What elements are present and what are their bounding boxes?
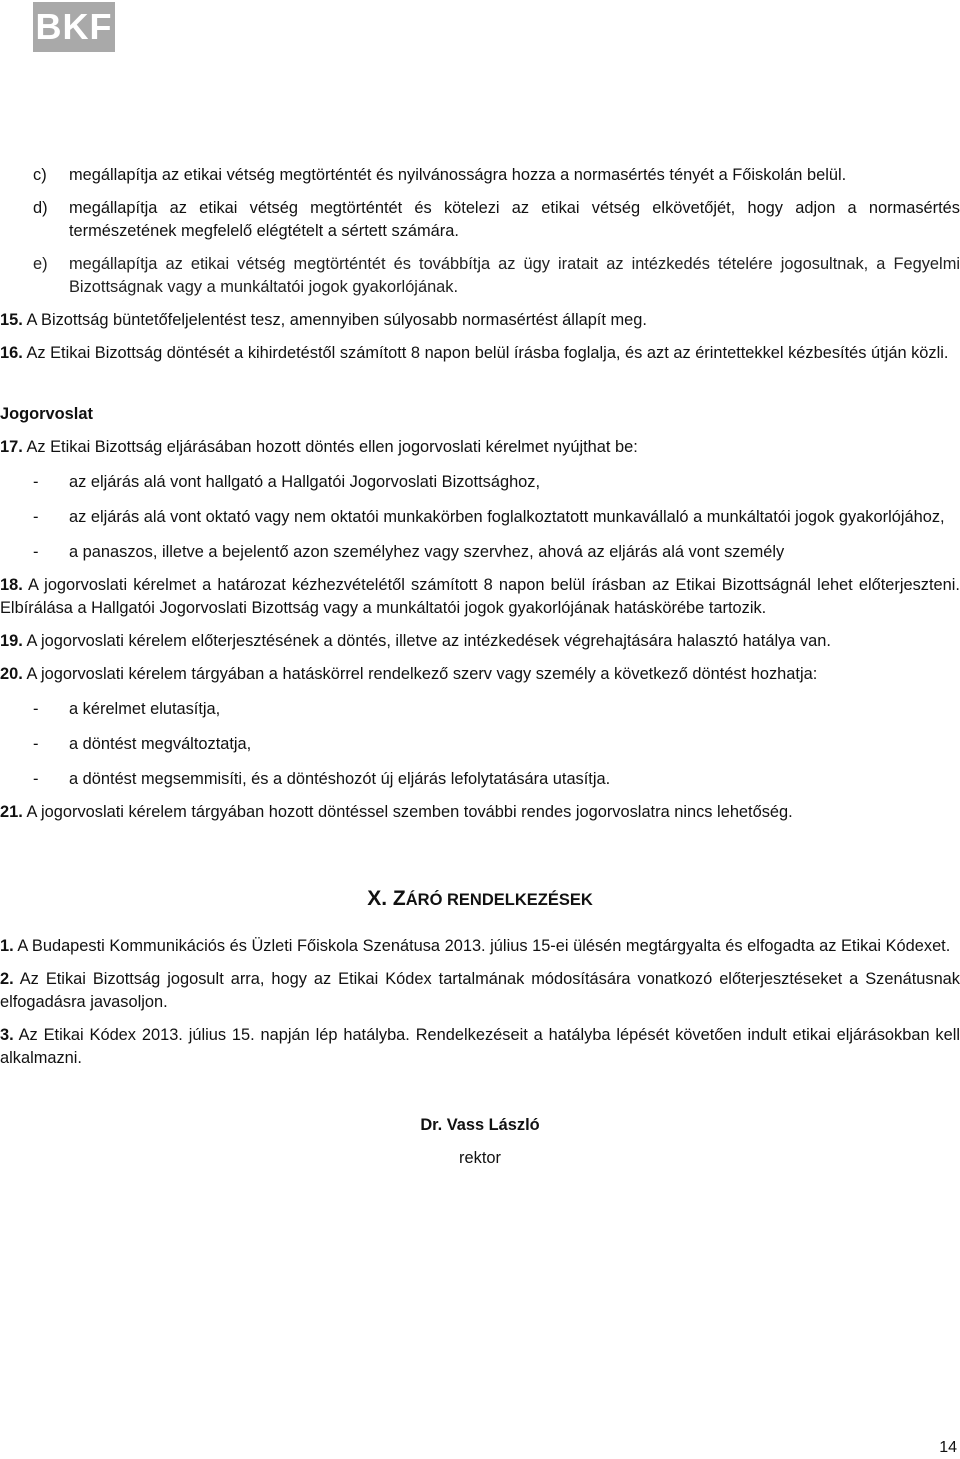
list-marker: c) [33, 166, 47, 184]
signatory-title: rektor [459, 1149, 501, 1167]
paragraph-number: 19. [0, 632, 23, 650]
list-marker: d) [33, 199, 48, 217]
document-body [0, 164, 960, 1170]
paragraph-text: Az Etikai Bizottság jogosult arra, hogy az Etikai Kódex tartalmának módosítására vonatkozó előterjesztéseket a Szenátusnak elfogadásra javasoljon. [0, 970, 960, 1011]
paragraph-text: A jogorvoslati kérelem tárgyában a hatáskörrel rendelkező szerv vagy személy a következő döntést hozhatja: [22, 665, 818, 683]
paragraph-20 [0, 663, 960, 686]
closing-paragraph-3 [0, 1024, 960, 1070]
paragraph-19 [0, 630, 960, 653]
dash-marker: - [33, 508, 39, 526]
list-item-d [33, 197, 960, 243]
list-text: megállapítja az etikai vétség megtörténtét és kötelezi az etikai vétség elkövetőjét, hogy adjon a normasértés természetének megfelelő elégtételt a sértett számára. [69, 199, 960, 240]
dash-marker: - [33, 735, 39, 753]
section-heading: Jogorvoslat [0, 405, 93, 423]
closing-paragraph-2 [0, 968, 960, 1014]
dash-marker: - [33, 770, 39, 788]
list-item [33, 733, 960, 756]
paragraph-number: 1. [0, 937, 14, 955]
signatory-name: Dr. Vass László [420, 1116, 540, 1134]
list-text: a döntést megváltoztatja, [69, 735, 252, 753]
list-text: a panaszos, illetve a bejelentő azon személyhez vagy szervhez, ahová az eljárás alá vont személy [69, 543, 785, 561]
list-marker: e) [33, 255, 48, 273]
closing-paragraph-1 [0, 935, 960, 958]
chapter-title: ÁRÓ RENDELKEZÉSEK [405, 891, 593, 909]
paragraph-number: 3. [0, 1026, 14, 1044]
paragraph-17 [0, 436, 960, 459]
paragraph-number: 15. [0, 311, 23, 329]
paragraph-text: Az Etikai Bizottság eljárásában hozott döntés ellen jogorvoslati kérelmet nyújthat be: [22, 438, 638, 456]
paragraph-18 [0, 574, 960, 620]
list-text: a döntést megsemmisíti, és a döntéshozót új eljárás lefolytatására utasítja. [69, 770, 611, 788]
paragraph-text: A jogorvoslati kérelmet a határozat kézhezvételétől számított 8 napon belül írásban az Etikai Bizottságnál lehet előterjeszteni. Elbírálása a Hallgatói Jogorvoslati Bizottság vagy a munkáltatói jogok gyakorlójának hatáskörébe tartozik. [0, 576, 960, 617]
list-item [33, 698, 960, 721]
paragraph-text: A Budapesti Kommunikációs és Üzleti Főiskola Szenátusa 2013. július 15-ei ülésén megtárgyalta és elfogadta az Etikai Kódexet. [13, 937, 951, 955]
paragraph-text: A Bizottság büntetőfeljelentést tesz, amennyiben súlyosabb normasértést állapít meg. [22, 311, 647, 329]
list-text: megállapítja az etikai vétség megtörténtét és nyilvánosságra hozza a normasértés tényét a Főiskolán belül. [69, 166, 847, 184]
page-number: 14 [939, 1439, 957, 1456]
paragraph-text: A jogorvoslati kérelem tárgyában hozott döntéssel szemben további rendes jogorvoslatra nincs lehetőség. [22, 803, 793, 821]
paragraph-21 [0, 801, 960, 824]
paragraph-number: 18. [0, 576, 23, 594]
list-item-c [33, 164, 960, 187]
paragraph-number: 16. [0, 344, 23, 362]
paragraph-text: Az Etikai Kódex 2013. július 15. napján lép hatályba. Rendelkezéseit a hatályba lépését követően indult etikai eljárásokban kell alkalmazni. [0, 1026, 960, 1067]
paragraph-text: Az Etikai Bizottság döntését a kihirdetéstől számított 8 napon belül írásba foglalja, és azt az érintettekkel kézbesítés útján közli. [22, 344, 949, 362]
dash-marker: - [33, 700, 39, 718]
chapter-heading [0, 887, 960, 912]
list-item-e [33, 253, 960, 299]
dash-marker: - [33, 543, 39, 561]
list-item [33, 506, 960, 529]
list-text: az eljárás alá vont hallgató a Hallgatói Jogorvoslati Bizottsághoz, [69, 473, 541, 491]
paragraph-number: 20. [0, 665, 23, 683]
list-item [33, 768, 960, 791]
dash-marker: - [33, 473, 39, 491]
paragraph-number: 17. [0, 438, 23, 456]
paragraph-text: A jogorvoslati kérelem előterjesztésének a döntés, illetve az intézkedések végrehajtására halasztó hatálya van. [22, 632, 831, 650]
paragraph-16 [0, 342, 960, 365]
paragraph-number: 2. [0, 970, 14, 988]
bkf-logo [33, 2, 115, 52]
chapter-number: X. Z [367, 887, 406, 910]
list-item [33, 471, 960, 494]
logo-text: BKF [35, 6, 113, 47]
list-text: az eljárás alá vont oktató vagy nem oktatói munkakörben foglalkoztatott munkavállaló a munkáltatói jogok gyakorlójához, [69, 508, 945, 526]
list-text: megállapítja az etikai vétség megtörténtét és továbbítja az ügy iratait az intézkedés tételére jogosultnak, a Fegyelmi Bizottságnak vagy a munkáltatói jogok gyakorlójának. [69, 255, 960, 296]
paragraph-number: 21. [0, 803, 23, 821]
list-item [33, 541, 960, 564]
paragraph-15 [0, 309, 960, 332]
list-text: a kérelmet elutasítja, [69, 700, 221, 718]
